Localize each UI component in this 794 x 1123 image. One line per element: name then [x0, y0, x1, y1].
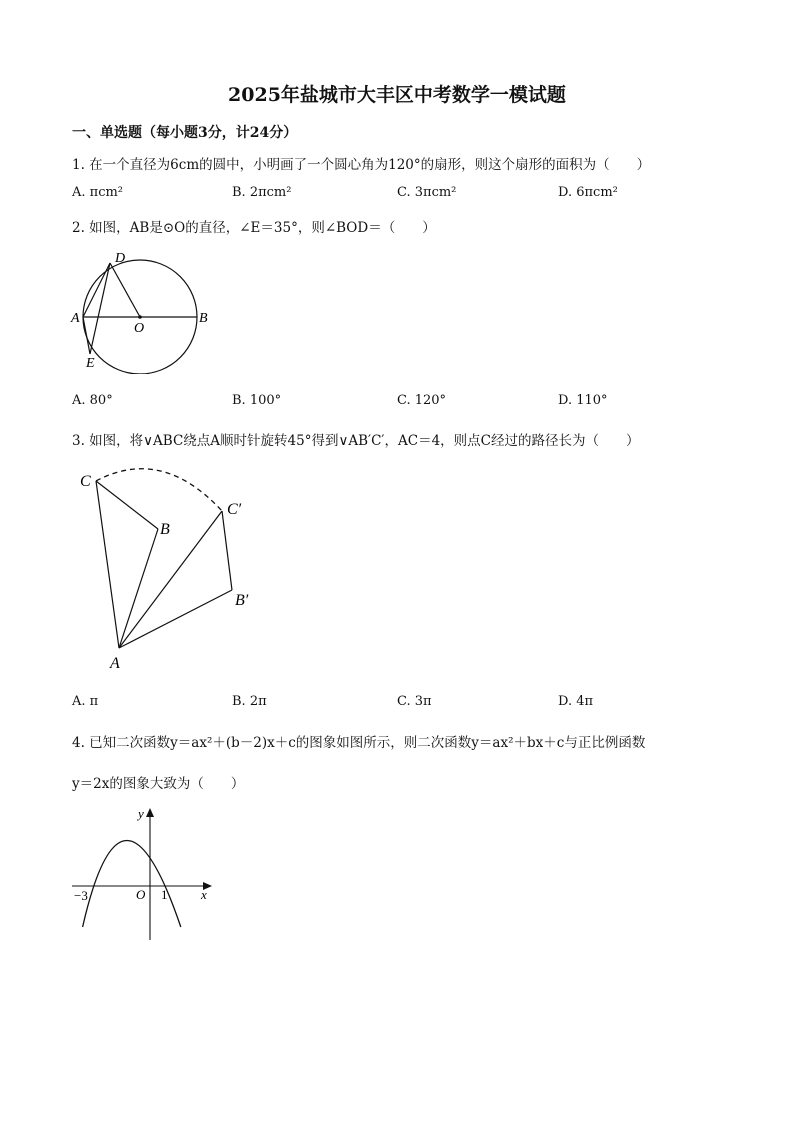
- y-axis-arrow: [146, 808, 154, 817]
- q1-option-a[interactable]: A. πcm²: [72, 185, 124, 200]
- segment-ad: [83, 263, 110, 317]
- segment-ac: [96, 481, 119, 648]
- segment-do: [110, 263, 140, 317]
- label-neg-three: −3: [74, 888, 88, 903]
- question-3-stem: 3. 如图，将∨ABC绕点A顺时针旋转45°得到∨AB′C′，AC＝4，则点C经过的路径长为（ ）: [72, 433, 640, 449]
- q3-option-b[interactable]: B. 2π: [232, 694, 267, 709]
- label-b-prime: B′: [235, 592, 249, 609]
- q3-option-c[interactable]: C. 3π: [397, 694, 432, 709]
- label-x: x: [201, 887, 207, 902]
- q2-option-c[interactable]: C. 120°: [397, 393, 447, 408]
- label-d: D: [115, 251, 126, 266]
- q1-option-b[interactable]: B. 2πcm²: [232, 185, 292, 200]
- segment-ac1: [119, 511, 222, 648]
- label-c: C: [80, 473, 91, 490]
- arc-c-to-c1: [96, 469, 222, 511]
- q1-option-c[interactable]: C. 3πcm²: [397, 185, 457, 200]
- label-e: E: [86, 356, 95, 371]
- q2-option-a[interactable]: A. 80°: [72, 393, 113, 408]
- label-y: y: [138, 806, 144, 821]
- segment-cb: [96, 481, 158, 529]
- label-origin: O: [136, 887, 146, 902]
- page-title: 2025年盐城市大丰区中考数学一模试题: [228, 84, 566, 106]
- q4-parabola-graph: [66, 802, 226, 947]
- label-c-prime: C′: [227, 501, 242, 518]
- segment-ab: [119, 529, 158, 648]
- label-a: A: [110, 655, 120, 672]
- question-4-stem-line2: y＝2x的图象大致为（ ）: [72, 776, 245, 792]
- q2-option-b[interactable]: B. 100°: [232, 393, 282, 408]
- label-b: B: [199, 311, 208, 326]
- question-4-stem-line1: 4. 已知二次函数y＝ax²＋(b－2)x＋c的图象如图所示，则二次函数y＝ax²＋bx＋c与正比例函数: [72, 735, 646, 751]
- segment-c1b1: [222, 511, 232, 590]
- parabola-curve: [83, 841, 181, 928]
- q2-option-d[interactable]: D. 110°: [558, 393, 608, 408]
- label-a: A: [71, 311, 80, 326]
- segment-ae: [83, 317, 90, 354]
- label-one: 1: [161, 887, 168, 902]
- q3-rotation-figure: [72, 462, 272, 674]
- q1-option-d[interactable]: D. 6πcm²: [558, 185, 618, 200]
- label-b: B: [160, 521, 170, 538]
- q3-option-d[interactable]: D. 4π: [558, 694, 594, 709]
- q3-option-a[interactable]: A. π: [72, 694, 99, 709]
- question-2-stem: 2. 如图，AB是⊙O的直径，∠E＝35°，则∠BOD＝（ ）: [72, 220, 436, 236]
- center-point: [138, 315, 142, 319]
- section-heading: 一、单选题（每小题3分，计24分）: [72, 125, 298, 141]
- segment-ab1: [119, 590, 232, 648]
- q2-circle-figure: [68, 246, 218, 374]
- question-1-stem: 1. 在一个直径为6cm的圆中，小明画了一个圆心角为120°的扇形，则这个扇形的面积为（ ）: [72, 157, 651, 173]
- label-o: O: [134, 321, 145, 336]
